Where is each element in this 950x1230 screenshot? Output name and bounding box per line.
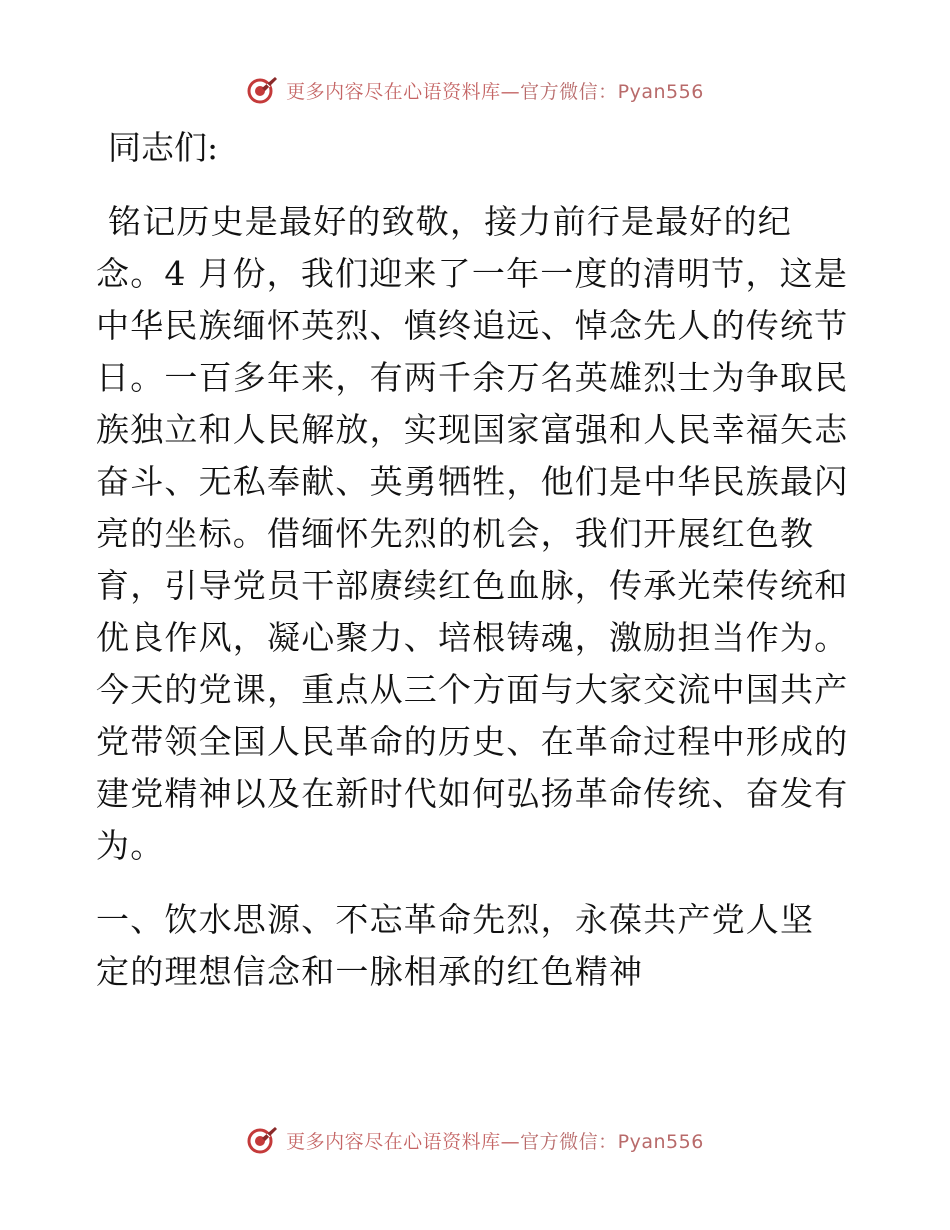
library-logo-icon: [246, 74, 278, 106]
footer-banner-text: 更多内容尽在心语资料库—官方微信：Pyan556: [286, 1130, 704, 1153]
greeting: 同志们:: [108, 128, 219, 167]
paragraph-line: 为。: [96, 826, 165, 865]
paragraph-line: 铭记历史是最好的致敬，接力前行是最好的纪: [108, 202, 792, 241]
paragraph-line: 奋斗、无私奉献、英勇牺牲，他们是中华民族最闪: [96, 462, 849, 501]
header-banner: [0, 70, 950, 110]
heading-line: 定的理想信念和一脉相承的红色精神: [96, 952, 644, 991]
paragraph-line: 日。一百多年来，有两千余万名英雄烈士为争取民: [96, 358, 849, 397]
footer-banner: [0, 1120, 950, 1160]
paragraph-1: [96, 196, 856, 872]
section-heading-1: [96, 894, 856, 998]
header-banner-text: 更多内容尽在心语资料库—官方微信：Pyan556: [286, 80, 704, 103]
paragraph-line: 念。4 月份，我们迎来了一年一度的清明节，这是: [96, 254, 849, 293]
document-body: [96, 122, 856, 998]
library-logo-icon: [246, 1124, 278, 1156]
paragraph-line: 育，引导党员干部赓续红色血脉，传承光荣传统和: [96, 566, 849, 605]
paragraph-line: 族独立和人民解放，实现国家富强和人民幸福矢志: [96, 410, 849, 449]
paragraph-line: 中华民族缅怀英烈、慎终追远、悼念先人的传统节: [96, 306, 849, 345]
heading-line: 一、饮水思源、不忘革命先烈，永葆共产党人坚: [96, 900, 815, 939]
paragraph-line: 优良作风，凝心聚力、培根铸魂，激励担当作为。: [96, 618, 849, 657]
paragraph-line: 建党精神以及在新时代如何弘扬革命传统、奋发有: [96, 774, 849, 813]
paragraph-line: 党带领全国人民革命的历史、在革命过程中形成的: [96, 722, 849, 761]
paragraph-line: 亮的坐标。借缅怀先烈的机会，我们开展红色教: [96, 514, 815, 553]
paragraph-line: 今天的党课，重点从三个方面与大家交流中国共产: [96, 670, 849, 709]
